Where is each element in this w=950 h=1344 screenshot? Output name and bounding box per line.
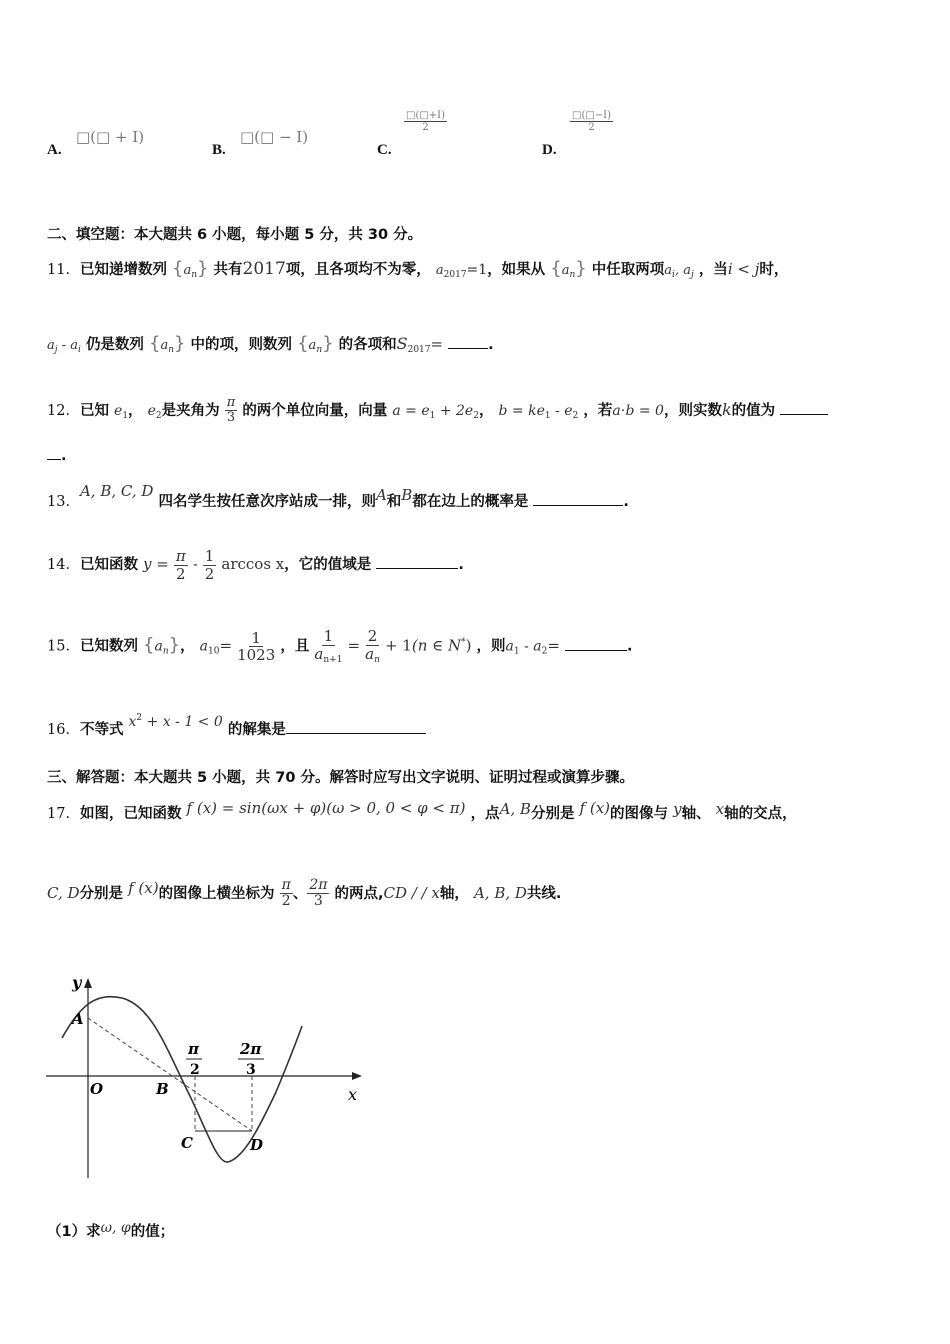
tick-pi-over-2-numerator: π xyxy=(188,1040,199,1058)
question-17-line-1: 17．如图，已知函数 f (x) = sin(ωx + φ)(ω > 0, 0 < φ < π) ，点A, B分别是 f (x)的图像与 y轴、 x轴的交点， xyxy=(47,799,797,822)
option-b-expression: □(□ − I) xyxy=(240,128,309,146)
question-13: 13．A, B, C, D 四名学生按任意次序站成一排，则A和B都在边上的概率是 . xyxy=(47,482,629,510)
sine-graph-figure xyxy=(40,968,380,1188)
option-c-label: C. xyxy=(377,142,392,158)
x-axis-label: x xyxy=(348,1085,358,1104)
question-15: 15．已知数列 $\{a_n\}$， $a_{10}=$ $\frac{1}{1023}$ ，且 $\frac{1}{a_{n+1}}$ = $\frac{2}{a_n}$ + 1(n ∈ N*) ，则$a_1 - a_2=$ . xyxy=(47,627,633,665)
answer-blank-14 xyxy=(376,568,458,569)
answer-blank-13 xyxy=(533,505,623,506)
question-11-line-1: 11．已知递增数列 $\{a_n\}$ 共有2017项，且各项均不为零， $a_{2017}=1$，如果从 $\{a_n\}$ 中任取两项$a_i$, $a_j$ ，当i < j时， xyxy=(47,258,789,280)
y-axis-arrow xyxy=(84,978,92,988)
question-14: 14．已知函数 y = $\frac{\pi}{2}$ - $\frac{1}{2}$ arccos x，它的值域是 . xyxy=(47,547,464,583)
option-a-label: A. xyxy=(47,142,62,158)
origin-label: O xyxy=(90,1080,104,1098)
point-b-label: B xyxy=(156,1080,169,1098)
tick-pi-over-2-denominator: 2 xyxy=(190,1062,200,1078)
point-a-label: A xyxy=(72,1010,84,1028)
answer-blank-12 xyxy=(780,414,828,415)
answer-blank-15 xyxy=(565,650,627,651)
answer-blank-16 xyxy=(286,733,426,734)
question-17-part-1: （1）求ω, φ的值； xyxy=(47,1220,175,1240)
point-d-label: D xyxy=(250,1136,264,1154)
option-d-expression: $\frac{□(□-I)}{2}$ xyxy=(572,110,612,133)
answer-blank-12-continued xyxy=(47,459,61,460)
tick-2pi-over-3-numerator: 2π xyxy=(240,1040,262,1058)
point-c-label: C xyxy=(181,1134,193,1152)
tick-2pi-over-3-denominator: 3 xyxy=(246,1062,256,1078)
option-c-expression: $\frac{□(□+I)}{2}$ xyxy=(406,110,446,133)
section-2-heading: 二、填空题：本大题共 6 小题，每小题 5 分，共 30 分。 xyxy=(47,227,423,243)
option-d-label: D. xyxy=(542,142,557,158)
x-axis-arrow xyxy=(352,1072,362,1080)
question-12-line-2: . xyxy=(47,448,67,464)
question-16: 16．不等式 $x^2 + x - 1 < 0$ 的解集是 xyxy=(47,718,426,739)
answer-blank-11 xyxy=(448,348,488,349)
option-b-label: B. xyxy=(212,142,226,158)
dashed-line-abd xyxy=(88,1018,252,1131)
question-12-line-1: 12．已知 $e_1$， $e_2$是夹角为 $\frac{\pi}{3}$ 的两个单位向量，向量 $a = e_1 + 2e_2$， $b = ke_1 - e_2$ ，若a⋅b = 0，则实数k的值为 xyxy=(47,396,828,426)
question-11-line-2: $a_j - a_i$ 仍是数列 $\{a_n\}$ 中的项，则数列 $\{a_n\}$ 的各项和$S_{2017}=$ . xyxy=(47,333,494,355)
question-17-line-2: C, D分别是 f (x)的图像上横坐标为 $\frac{\pi}{2}$ 、 $\frac{2\pi}{3}$ 的两点,CD / / x轴， A, B, D共线. xyxy=(47,877,562,910)
section-3-heading: 三、解答题：本大题共 5 小题，共 70 分。解答时应写出文字说明、证明过程或演算步骤。 xyxy=(47,770,634,786)
y-axis-label: y xyxy=(72,973,82,992)
option-a-expression: □(□ + I) xyxy=(76,128,145,146)
